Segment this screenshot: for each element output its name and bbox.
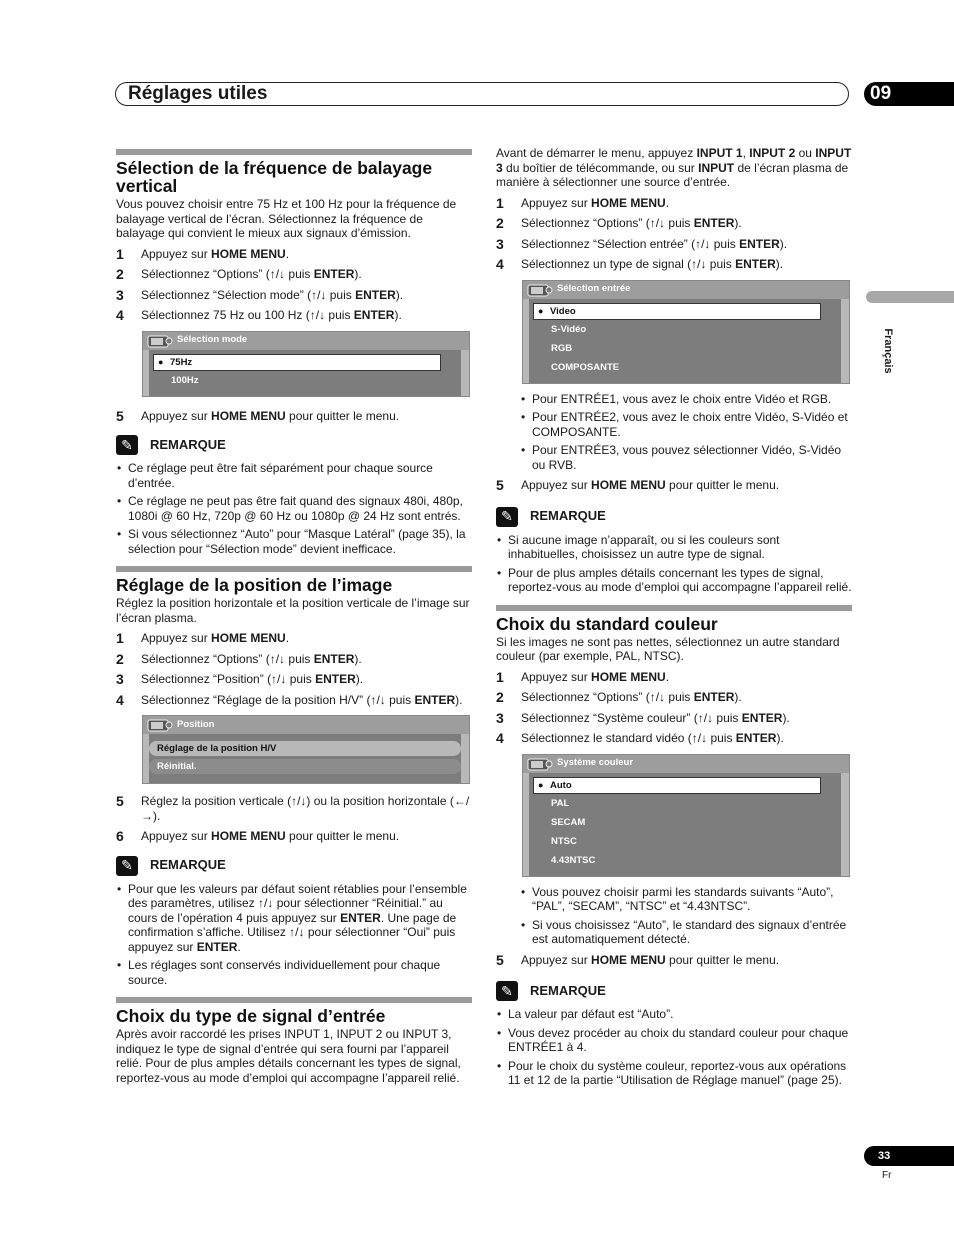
menu-body: [149, 350, 461, 396]
note-item: • Pour que les valeurs par défaut soient rétablies pour l’ensemble des paramètres, utilisez ↑/↓ pour sélectionner “Réinitial.” au cours de l’opération 4 puis appuyez sur ENTER. Une page de confirmation s’affiche. Utilisez ↑/↓ pour sélectionner “Oui” puis appuyez sur ENTER.: [116, 882, 472, 955]
step-6: 6 Appuyez sur HOME MENU pour quitter le menu.: [116, 828, 400, 844]
signal-intro: Avant de démarrer le menu, appuyez INPUT 1, INPUT 2 ou INPUT 3 du boîtier de télécommande, ou sur INPUT de l’écran plasma de manière à sélectionner une source d’entrée.: [496, 146, 852, 189]
step-3: 3 Sélectionnez “Sélection entrée” (↑/↓ puis ENTER).: [496, 235, 788, 252]
menu-header: [523, 755, 849, 773]
menu-item[interactable]: PAL: [551, 797, 570, 809]
bullet-item: • Pour ENTRÉE1, vous avez le choix entre Vidéo et RGB.: [520, 392, 852, 407]
menu-body: [149, 734, 461, 783]
menu-title: Sélection mode: [177, 334, 248, 346]
menu-header: [523, 281, 849, 299]
menu-title: Position: [177, 718, 215, 730]
step-5: 5 Réglez la position verticale (↑/↓) ou la position horizontale (←/→).: [116, 793, 470, 823]
step-3: 3 Sélectionnez “Position” (↑/↓ puis ENTER).: [116, 671, 364, 687]
section-rule: [496, 605, 852, 611]
menu-item[interactable]: SECAM: [551, 816, 586, 828]
note-list: [496, 533, 852, 595]
step-1: 1 Appuyez sur HOME MENU.: [116, 630, 290, 646]
note-item: • Ce réglage peut être fait séparément pour chaque source d’entrée.: [116, 461, 472, 490]
bullet-list: [496, 392, 852, 473]
step-4: 4 Sélectionnez le standard vidéo (↑/↓ puis ENTER).: [496, 730, 784, 746]
step-5: 5 Appuyez sur HOME MENU pour quitter le menu.: [116, 407, 400, 424]
step-2: 2 Sélectionnez “Options” (↑/↓ puis ENTER).: [116, 650, 362, 667]
osd-menu-systeme-couleur: [522, 754, 850, 877]
note-item: • Pour le choix du système couleur, reportez-vous aux opérations 11 et 12 de la partie “Utilisation de Réglage manuel” (page 25).: [496, 1059, 852, 1088]
menu-item[interactable]: Réglage de la position H/V: [149, 741, 461, 756]
note-item: • Si vous sélectionnez “Auto” pour “Masque Latéral” (page 35), la sélection pour “Sélection mode” devient inefficace.: [116, 527, 472, 556]
section-title-signal: Choix du type de signal d’entrée: [116, 1006, 386, 1026]
note-item: • La valeur par défaut est “Auto”.: [496, 1007, 852, 1022]
tv-menu-icon: [147, 334, 173, 348]
note-header: ✎ REMARQUE: [116, 435, 472, 455]
osd-menu-position: [142, 715, 470, 784]
osd-menu-selection-mode: [142, 331, 470, 397]
menu-item[interactable]: Réinitial.: [149, 759, 461, 774]
language-label: Français: [882, 328, 894, 374]
bullet-item: • Pour ENTRÉE3, vous pouvez sélectionner Vidéo, S-Vidéo ou RVB.: [520, 443, 852, 472]
page-lang-code: Fr: [882, 1170, 892, 1181]
note-item: • Les réglages sont conservés individuellement pour chaque source.: [116, 958, 472, 987]
left-column: [116, 149, 472, 1085]
note-item: • Si aucune image n’apparaît, ou si les couleurs sont inhabituelles, choisissez un autre type de signal.: [496, 533, 852, 562]
pencil-icon: ✎: [116, 435, 138, 455]
menu-title: Système couleur: [557, 757, 634, 769]
menu-body: [529, 299, 841, 383]
note-item: • Vous devez procéder au choix du standard couleur pour chaque ENTRÉE1 à 4.: [496, 1026, 852, 1055]
chapter-number: 09: [864, 82, 954, 106]
step-1: 1 Appuyez sur HOME MENU.: [116, 245, 290, 262]
bullet-item: • Si vous choisissez “Auto”, le standard des signaux d’entrée est automatiquement détecté.: [520, 918, 852, 947]
menu-item[interactable]: 100Hz: [171, 374, 199, 386]
menu-header: [143, 332, 469, 350]
menu-item[interactable]: NTSC: [551, 835, 577, 847]
step-list: [116, 247, 472, 323]
note-header: ✎ REMARQUE: [496, 507, 852, 527]
pencil-icon: ✎: [496, 981, 518, 1001]
note-item: • Pour de plus amples détails concernant les types de signal, reportez-vous au mode d’emploi qui accompagne l’appareil relié.: [496, 566, 852, 595]
language-tab: [866, 291, 954, 303]
step-3: 3 Sélectionnez “Système couleur” (↑/↓ puis ENTER).: [496, 709, 790, 726]
menu-item[interactable]: 4.43NTSC: [551, 854, 596, 866]
menu-title: Sélection entrée: [557, 283, 631, 295]
menu-item[interactable]: ● Auto: [533, 777, 821, 794]
note-list: [116, 461, 472, 556]
note-header: ✎ REMARQUE: [496, 981, 852, 1001]
step-1: 1 Appuyez sur HOME MENU.: [496, 194, 670, 211]
menu-item[interactable]: ● Video: [533, 303, 821, 320]
section-rule: [116, 997, 472, 1003]
note-list: [116, 882, 472, 988]
step-1: 1 Appuyez sur HOME MENU.: [496, 668, 670, 685]
page-title: Réglages utiles: [128, 83, 268, 104]
step-4: 4 Sélectionnez “Réglage de la position H/V” (↑/↓ puis ENTER).: [116, 691, 463, 708]
section-intro: Après avoir raccordé les prises INPUT 1, INPUT 2 ou INPUT 3, indiquez le type de signal d’entrée qui sera fourni par l’appareil relié. Pour de plus amples détails concernant les types de signal, reportez-vous au mode d’emploi qui accompagne l’appareil relié.: [116, 1027, 461, 1085]
section-intro: Si les images ne sont pas nettes, sélectionnez un autre standard couleur (par exemple, PAL, NTSC).: [496, 634, 840, 663]
pencil-icon: ✎: [116, 856, 138, 876]
page-number: 33: [864, 1146, 954, 1166]
section-title-position: Réglage de la position de l’image: [116, 575, 393, 595]
section-title-balayage: Sélection de la fréquence de balayage vertical: [116, 158, 433, 196]
step-5: 5 Appuyez sur HOME MENU pour quitter le menu.: [496, 951, 780, 968]
section-intro: Réglez la position horizontale et la position verticale de l’image sur l’écran plasma.: [116, 596, 470, 625]
step-2: 2 Sélectionnez “Options” (↑/↓ puis ENTER).: [496, 689, 742, 705]
tv-menu-icon: [527, 757, 553, 771]
section-rule: [116, 566, 472, 572]
step-2: 2 Sélectionnez “Options” (↑/↓ puis ENTER).: [496, 215, 742, 231]
bullet-item: • Vous pouvez choisir parmi les standards suivants “Auto”, “PAL”, “SECAM”, “NTSC” et “4.43NTSC”.: [520, 885, 852, 914]
bullet-item: • Pour ENTRÉE2, vous avez le choix entre Vidéo, S-Vidéo et COMPOSANTE.: [520, 410, 852, 439]
step-list: [496, 670, 852, 746]
step-list: [496, 196, 852, 272]
note-item: • Ce réglage ne peut pas être fait quand des signaux 480i, 480p, 1080i @ 60 Hz, 720p @ 60 Hz ou 1080p @ 24 Hz sont entrés.: [116, 494, 472, 523]
section-title-couleur: Choix du standard couleur: [496, 613, 718, 634]
menu-item[interactable]: ● 75Hz: [153, 354, 441, 371]
menu-body: [529, 773, 841, 876]
step-3: 3 Sélectionnez “Sélection mode” (↑/↓ puis ENTER).: [116, 286, 404, 303]
tv-menu-icon: [527, 283, 553, 297]
pencil-icon: ✎: [496, 507, 518, 527]
tv-menu-icon: [147, 718, 173, 732]
osd-menu-selection-entree: [522, 280, 850, 384]
bullet-list: [496, 885, 852, 947]
step-2: 2 Sélectionnez “Options” (↑/↓ puis ENTER).: [116, 266, 362, 282]
step-list: [116, 631, 472, 707]
menu-item[interactable]: RGB: [551, 342, 573, 354]
step-4: 4 Sélectionnez un type de signal (↑/↓ puis ENTER).: [496, 256, 784, 272]
step-5: 5 Appuyez sur HOME MENU pour quitter le menu.: [496, 477, 780, 493]
right-column: [496, 146, 852, 1092]
note-header: ✎ REMARQUE: [116, 856, 472, 876]
section-intro: Vous pouvez choisir entre 75 Hz et 100 Hz pour la fréquence de balayage vertical de l’écran. Sélectionnez la fréquence de balayage qui convient le mieux aux signaux d’émission.: [116, 197, 457, 240]
menu-item[interactable]: COMPOSANTE: [551, 361, 620, 373]
menu-item[interactable]: S-Vidéo: [551, 323, 587, 335]
note-list: [496, 1007, 852, 1088]
menu-header: [143, 716, 469, 734]
step-4: 4 Sélectionnez 75 Hz ou 100 Hz (↑/↓ puis ENTER).: [116, 307, 402, 323]
section-rule: [116, 149, 472, 155]
